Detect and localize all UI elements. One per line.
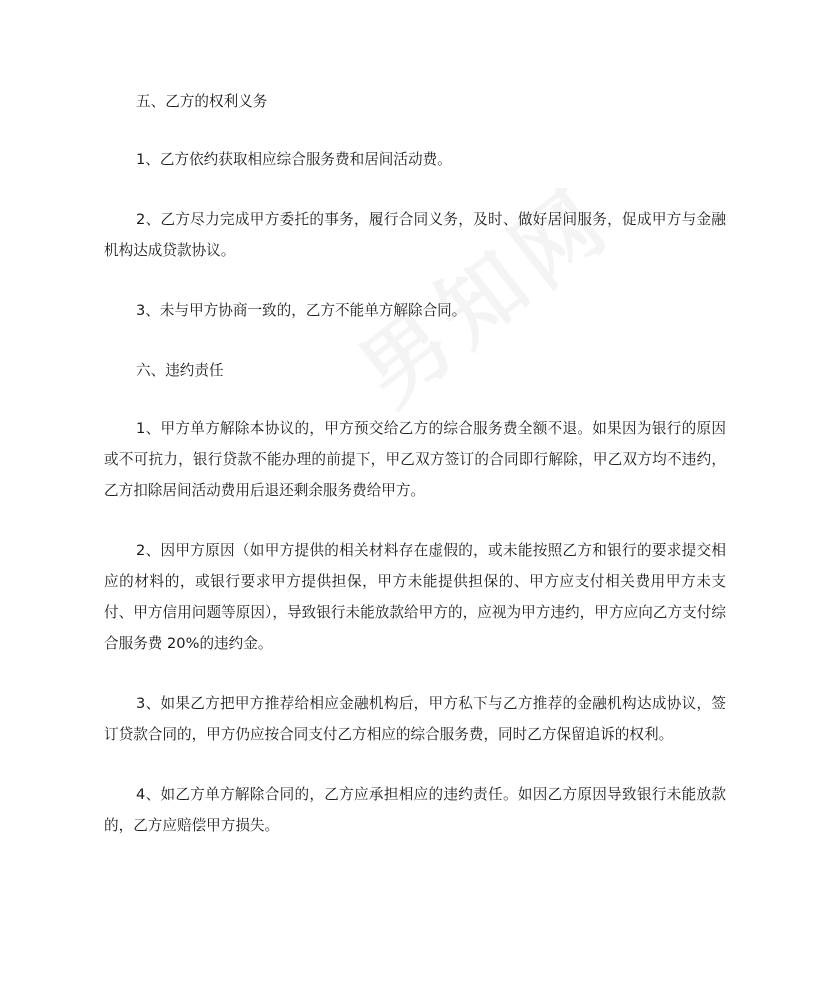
section-heading-liability: 六、违约责任: [136, 362, 224, 379]
paragraph: 2、乙方尽力完成甲方委托的事务，履行合同义务，及时、做好居间服务，促成甲方与金融机构达成贷款协议。: [104, 211, 726, 259]
paragraph: 3、如果乙方把甲方推荐给相应金融机构后，甲方私下与乙方推荐的金融机构达成协议，签订贷款合同的，甲方仍应按合同支付乙方相应的综合服务费，同时乙方保留追诉的权利。: [104, 695, 726, 743]
document-body: [104, 86, 726, 870]
paragraph: 2、因甲方原因（如甲方提供的相关材料存在虚假的，或未能按照乙方和银行的要求提交相应的材料的，或银行要求甲方提供担保，甲方未能提供担保的、甲方应支付相关费用甲方未支付、甲方信用问题等原因），导致银行未能放款给甲方的，应视为甲方违约，甲方应向乙方支付综合服务费 20%的违约金。: [104, 542, 726, 652]
section-heading-rights: 五、乙方的权利义务: [136, 93, 268, 110]
paragraph: 4、如乙方单方解除合同的，乙方应承担相应的违约责任。如因乙方原因导致银行未能放款的，乙方应赔偿甲方损失。: [104, 786, 726, 834]
paragraph: 1、甲方单方解除本协议的，甲方预交给乙方的综合服务费全额不退。如果因为银行的原因或不可抗力，银行贷款不能办理的前提下，甲乙双方签订的合同即行解除，甲乙双方均不违约，乙方扣除居间活动费用后退还剩余服务费给甲方。: [104, 420, 726, 499]
paragraph: 3、未与甲方协商一致的，乙方不能单方解除合同。: [136, 302, 467, 319]
paragraph: 1、乙方依约获取相应综合服务费和居间活动费。: [136, 151, 452, 168]
